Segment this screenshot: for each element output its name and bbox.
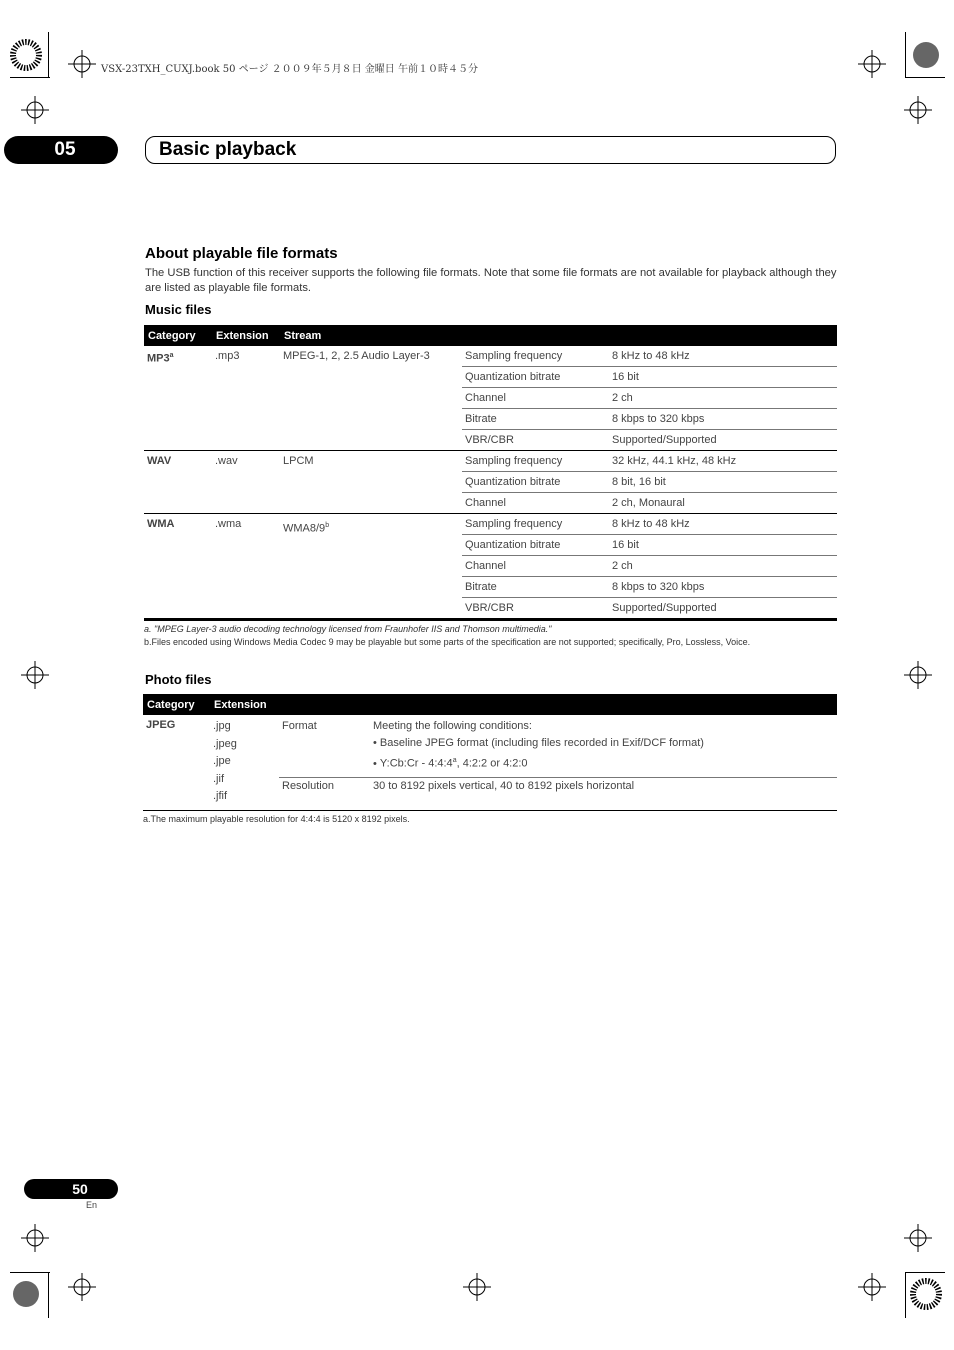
extension-item: .jfif	[213, 790, 228, 802]
property-value: 32 kHz, 44.1 kHz, 48 kHz	[609, 451, 837, 472]
resolution-value: 30 to 8192 pixels vertical, 40 to 8192 pixels horizontal	[370, 778, 837, 810]
table-row	[144, 346, 837, 367]
category-jpeg: JPEG	[146, 719, 176, 731]
property-label: Sampling frequency	[465, 350, 563, 362]
column-header: Extension	[210, 694, 279, 715]
list-item: • Baseline JPEG format (including files recorded in Exif/DCF format)	[373, 735, 834, 752]
chapter-number: 05	[4, 136, 118, 164]
stream-cell: LPCM	[280, 451, 462, 514]
format-label: Format	[282, 720, 317, 732]
footnote-ref: b	[325, 522, 330, 529]
property-label: Quantization bitrate	[462, 472, 609, 493]
category-wma: WMA	[144, 514, 212, 620]
page-number: 50	[24, 1179, 118, 1199]
property-value: 16 bit	[609, 367, 837, 388]
print-header: VSX-23TXH_CUXJ.book 50 ページ ２００９年５月８日 金曜日 午前１０時４５分	[101, 64, 478, 75]
extension-item: .jpg	[213, 720, 231, 732]
property-label: Quantization bitrate	[462, 535, 609, 556]
footnote-ref: a	[169, 352, 174, 359]
table-row	[144, 451, 837, 472]
category-wav: WAV	[144, 451, 212, 514]
table-row	[144, 514, 837, 535]
property-value: 8 kHz to 48 kHz	[609, 514, 837, 535]
section-title: About playable file formats	[145, 245, 338, 262]
extension-item: .jpeg	[213, 737, 237, 750]
extension-item: .jpe	[213, 755, 231, 767]
extension-cell: .mp3	[215, 350, 240, 362]
property-label: Sampling frequency	[462, 514, 609, 535]
extension-cell: .wma	[212, 514, 280, 620]
music-files-table	[144, 325, 837, 621]
property-label: VBR/CBR	[462, 598, 609, 620]
column-header: Extension	[212, 325, 280, 346]
column-header: Stream	[280, 325, 462, 346]
column-header: Category	[144, 325, 212, 346]
property-label: Bitrate	[462, 577, 609, 598]
photo-files-heading: Photo files	[145, 672, 212, 687]
stream-cell: WMA8/9	[283, 522, 326, 535]
extension-item: .jif	[213, 772, 224, 785]
category-mp3: MP3	[147, 352, 170, 365]
photo-footnote-a: a.The maximum playable resolution for 4:4:4 is 5120 x 8192 pixels.	[143, 814, 410, 824]
table-header-row	[143, 694, 837, 715]
property-label: Quantization bitrate	[462, 367, 609, 388]
property-value: Supported/Supported	[609, 430, 837, 451]
extension-cell: .wav	[212, 451, 280, 514]
page-language: En	[86, 1200, 98, 1210]
chapter-title: Basic playback	[159, 139, 297, 160]
property-label: Bitrate	[462, 409, 609, 430]
property-value: 2 ch	[609, 556, 837, 577]
property-value: 2 ch, Monaural	[609, 493, 837, 514]
format-intro: Meeting the following conditions:	[373, 720, 532, 732]
column-header: Category	[143, 694, 210, 715]
property-value: 2 ch	[609, 388, 837, 409]
property-value: 8 kbps to 320 kbps	[609, 409, 837, 430]
property-label: Sampling frequency	[462, 451, 609, 472]
property-label: VBR/CBR	[462, 430, 609, 451]
resolution-label: Resolution	[279, 778, 370, 810]
property-label: Channel	[462, 388, 609, 409]
stream-cell: MPEG-1, 2, 2.5 Audio Layer-3	[283, 350, 430, 362]
property-label: Channel	[462, 556, 609, 577]
property-value: 16 bit	[609, 535, 837, 556]
music-files-heading: Music files	[145, 302, 212, 317]
property-value: Supported/Supported	[609, 598, 837, 620]
section-intro: The USB function of this receiver supports the following file formats. Note that some file formats are not available for playback although they are listed as playable file formats.	[145, 267, 837, 294]
table-row	[143, 715, 837, 778]
footnote-ref: a	[452, 757, 457, 764]
list-item: • Y:Cb:Cr - 4:4:4$^a$, 4:2:2 or 4:2:0	[373, 752, 834, 773]
property-value: 8 bit, 16 bit	[609, 472, 837, 493]
property-value: 8 kHz to 48 kHz	[612, 350, 690, 362]
format-conditions-list	[373, 735, 834, 773]
music-footnote-b: b.Files encoded using Windows Media Codec 9 may be playable but some parts of the specification are not supported; specifically, Pro, Lossless, Voice.	[144, 637, 751, 647]
property-label: Channel	[462, 493, 609, 514]
table-header-row	[144, 325, 837, 346]
music-footnote-a: a. "MPEG Layer-3 audio decoding technology licensed from Fraunhofer IIS and Thomson multimedia."	[144, 624, 552, 634]
property-value: 8 kbps to 320 kbps	[609, 577, 837, 598]
photo-files-table	[143, 694, 837, 811]
